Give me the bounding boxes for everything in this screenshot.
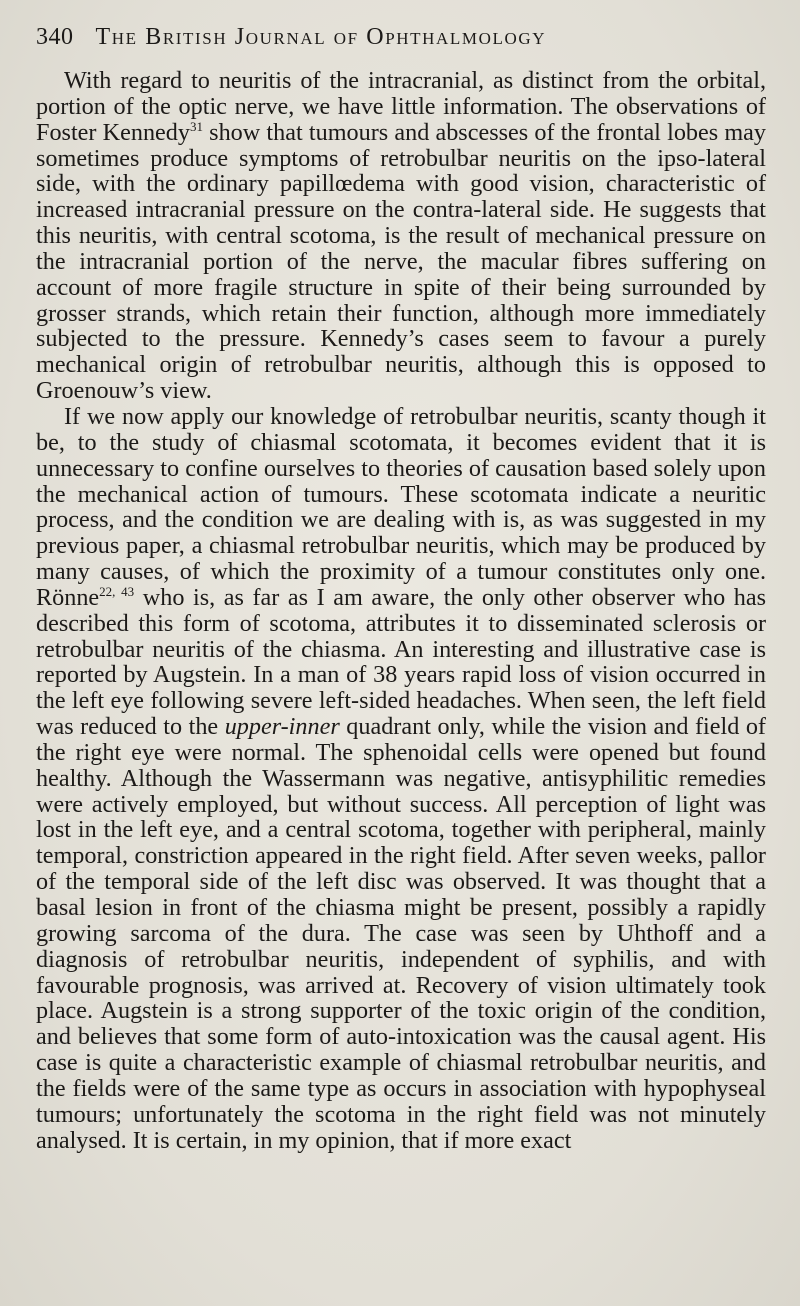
italic-text: upper-inner [224, 713, 340, 741]
text-run: With regard to neuritis of the intracranial, as distinct from the orbital, portion of the optic nerve, we have little information. The observations of Foster Kennedy [36, 67, 766, 146]
paragraph [36, 68, 766, 404]
text-run: who is, as far as I am aware, the only other observer who has described this form of scotoma, attributes it to disseminated sclerosis or retrobulbar neuritis of the chiasma. An interesting and illustrative case is reported by Augstein. In a man of 38 years rapid loss of vision occurred in the left eye following severe left-sided headaches. When seen, the left field was reduced to the [36, 583, 766, 741]
text-run: quadrant only, while the vision and field of the right eye were normal. The sphenoidal cells were opened but found healthy. Although the Wassermann was negative, antisyphilitic remedies were actively employed, but without success. All perception of light was lost in the left eye, and a central scotoma, together with peripheral, mainly temporal, constriction appeared in the right field. After seven weeks, pallor of the temporal side of the left disc was observed. It was thought that a basal lesion in front of the chiasma might be present, possibly a rapidly growing sarcoma of the dura. The case was seen by Uhthoff and a diagnosis of retrobulbar neuritis, independent of syphilis, and with favourable prognosis, was arrived at. Recovery of vision ultimately took place. Augstein is a strong supporter of the toxic origin of the condition, and believes that some form of auto-intoxication was the causal agent. His case is quite a characteristic example of chiasmal retrobulbar neuritis, and the fields were of the same type as occurs in association with hypophyseal tumours; unfortunately the scotoma in the right field was not minutely analysed. It is certain, in my opinion, that if more exact [36, 713, 766, 1154]
journal-title: The British Journal of Ophthalmology [95, 24, 547, 50]
text-run: show that tumours and abscesses of the frontal lobes may sometimes produce symptoms of retrobulbar neuritis on the ipso-lateral side, with the ordinary papillœdema with good vision, characteristic of increased intracranial pressure on the contra-lateral side. He suggests that this neuritis, with central scotoma, is the result of mechanical pressure on the intracranial portion of the nerve, the macular fibres suffering on account of more fragile structure in spite of their being surrounded by grosser strands, which retain their function, although more immediately subjected to the pressure. Kennedy’s cases seem to favour a purely mechanical origin of retrobulbar neuritis, although this is opposed to Groenouw’s view. [36, 118, 766, 405]
running-header [36, 24, 766, 64]
page-number: 340 [36, 24, 74, 50]
text-run: If we now apply our knowledge of retrobulbar neuritis, scanty though it be, to the study of chiasmal scotomata, it becomes evident that it is unnecessary to confine ourselves to theories of causation based solely upon the mechanical action of tumours. These scotomata indicate a neuritic process, and the condition we are dealing with is, as was suggested in my previous paper, a chiasmal retrobulbar neuritis, which may be produced by many causes, of which the proximity of a tumour constitutes only one. Rönne [36, 402, 766, 611]
reference-superscript: 22, 43 [99, 583, 135, 599]
article-body [36, 68, 766, 1153]
reference-superscript: 31 [189, 118, 203, 134]
paragraph [36, 404, 766, 1153]
